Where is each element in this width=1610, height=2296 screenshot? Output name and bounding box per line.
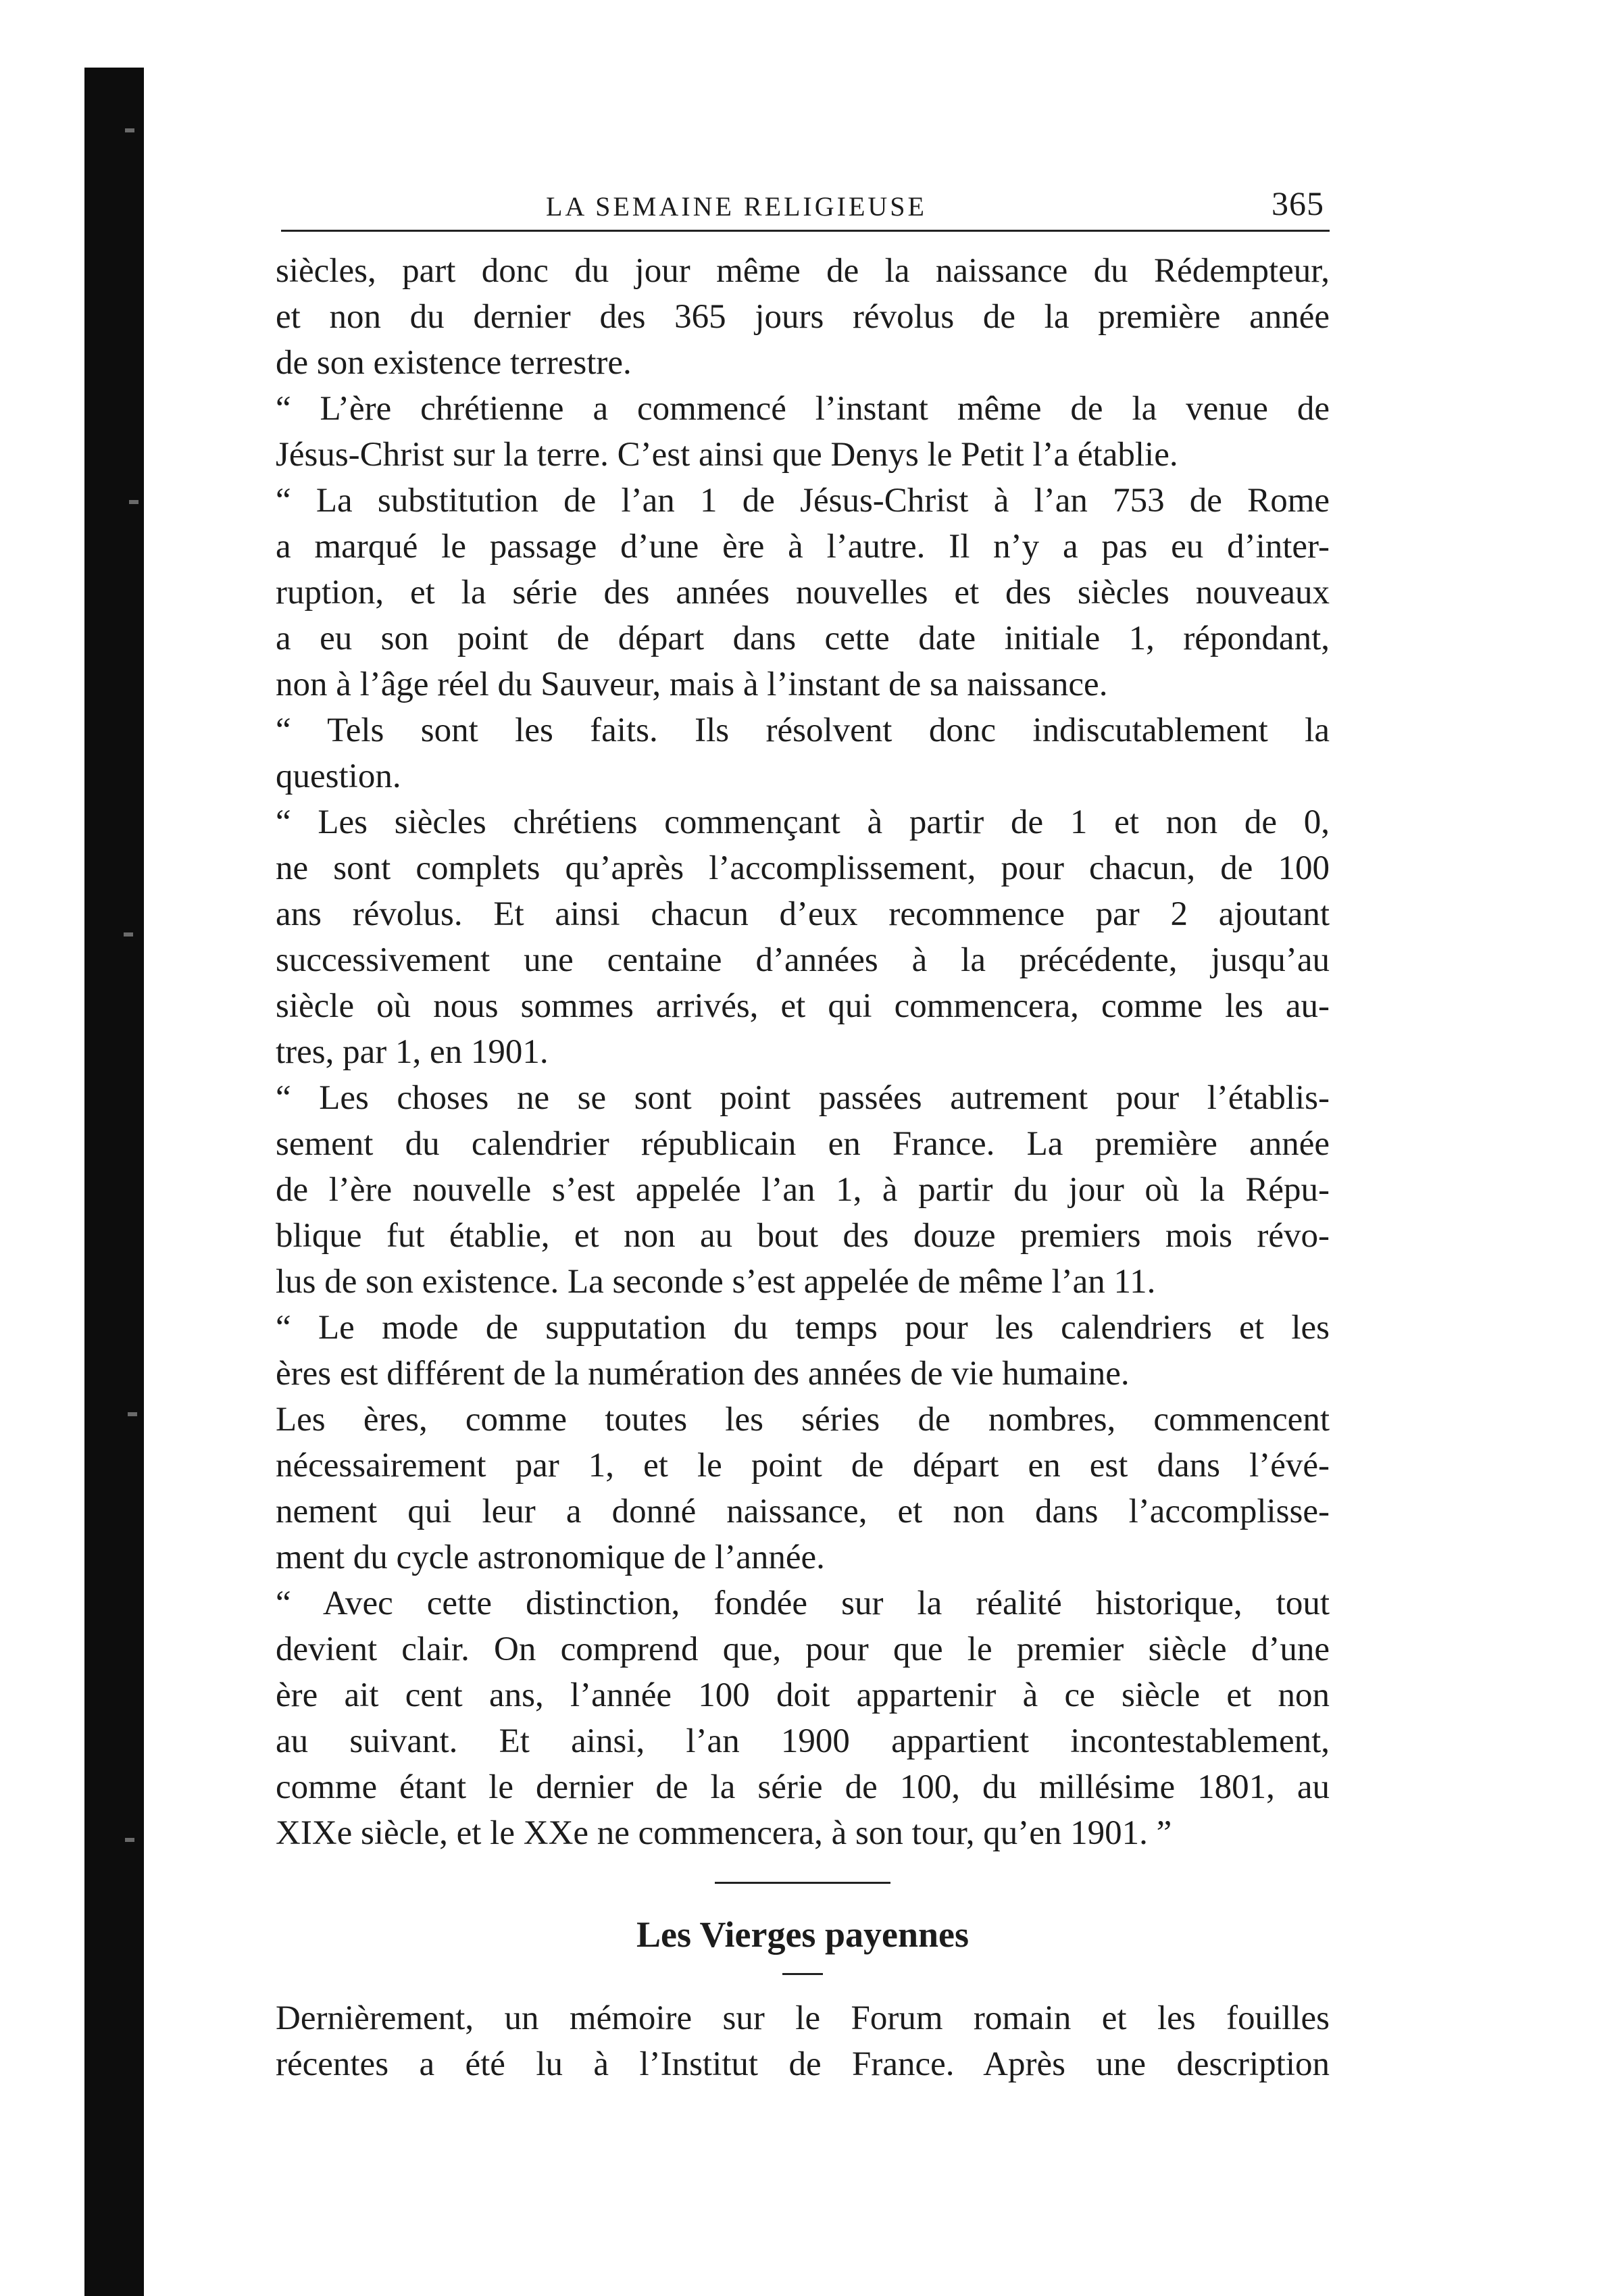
page-number: 365 bbox=[1272, 184, 1324, 222]
section-separator-rule bbox=[715, 1882, 890, 1884]
binding-edge bbox=[84, 68, 144, 2296]
text-line: comme étant le dernier de la série de 100, du millésime 1801, au bbox=[276, 1768, 1330, 1806]
text-line: ère ait cent ans, l’année 100 doit appartenir à ce siècle et non bbox=[276, 1676, 1330, 1714]
text-line: récentes a été lu à l’Institut de France. Après une description bbox=[276, 2045, 1330, 2083]
book-page bbox=[276, 182, 1330, 2087]
text-line: tres, par 1, en 1901. bbox=[276, 1033, 549, 1071]
text-line: ment du cycle astronomique de l’année. bbox=[276, 1539, 825, 1576]
text-line: question. bbox=[276, 757, 401, 795]
text-line: non à l’âge réel du Sauveur, mais à l’instant de sa naissance. bbox=[276, 666, 1108, 703]
body-text bbox=[276, 248, 1330, 1856]
text-line: “ L’ère chrétienne a commencé l’instant même de la venue de bbox=[276, 390, 1330, 428]
text-line: de l’ère nouvelle s’est appelée l’an 1, à partir du jour où la Répu- bbox=[276, 1171, 1330, 1209]
text-line: ruption, et la série des années nouvelles et des siècles nouveaux bbox=[276, 574, 1330, 612]
text-line: siècle où nous sommes arrivés, et qui commencera, comme les au- bbox=[276, 987, 1330, 1025]
paragraph bbox=[276, 1305, 1330, 1397]
paragraph bbox=[276, 799, 1330, 1075]
text-line: “ Les choses ne se sont point passées autrement pour l’établis- bbox=[276, 1079, 1330, 1117]
text-line: de son existence terrestre. bbox=[276, 344, 632, 382]
text-line: “ La substitution de l’an 1 de Jésus-Christ à l’an 753 de Rome bbox=[276, 482, 1330, 520]
running-title: LA SEMAINE RELIGIEUSE bbox=[546, 191, 927, 222]
section-body-text bbox=[276, 1995, 1330, 2087]
paragraph bbox=[276, 248, 1330, 386]
text-line: nécessairement par 1, et le point de départ en est dans l’évé- bbox=[276, 1447, 1330, 1484]
running-head bbox=[276, 182, 1330, 230]
section-title-rule bbox=[782, 1973, 823, 1975]
text-line: “ Les siècles chrétiens commençant à partir de 1 et non de 0, bbox=[276, 803, 1330, 841]
text-line: et non du dernier des 365 jours révolus de la première année bbox=[276, 298, 1330, 336]
paragraph bbox=[276, 707, 1330, 799]
text-line: sement du calendrier républicain en France. La première année bbox=[276, 1125, 1330, 1163]
text-line: au suivant. Et ainsi, l’an 1900 appartient incontestablement, bbox=[276, 1722, 1330, 1760]
text-line: a eu son point de départ dans cette date initiale 1, répondant, bbox=[276, 620, 1330, 657]
text-line: successivement une centaine d’années à la précédente, jusqu’au bbox=[276, 941, 1330, 979]
text-line: blique fut établie, et non au bout des douze premiers mois révo- bbox=[276, 1217, 1330, 1255]
text-line: “ Tels sont les faits. Ils résolvent donc indiscutablement la bbox=[276, 712, 1330, 749]
text-line: Les ères, comme toutes les séries de nombres, commencent bbox=[276, 1401, 1330, 1439]
paragraph bbox=[276, 386, 1330, 478]
text-line: “ Avec cette distinction, fondée sur la réalité historique, tout bbox=[276, 1584, 1330, 1622]
text-line: Jésus-Christ sur la terre. C’est ainsi que Denys le Petit l’a établie. bbox=[276, 436, 1178, 474]
text-line: devient clair. On comprend que, pour que le premier siècle d’une bbox=[276, 1630, 1330, 1668]
text-line: ans révolus. Et ainsi chacun d’eux recommence par 2 ajoutant bbox=[276, 895, 1330, 933]
text-line: siècles, part donc du jour même de la naissance du Rédempteur, bbox=[276, 252, 1330, 290]
text-line: ères est différent de la numération des années de vie humaine. bbox=[276, 1355, 1130, 1393]
text-line: lus de son existence. La seconde s’est appelée de même l’an 11. bbox=[276, 1263, 1156, 1301]
paragraph bbox=[276, 1580, 1330, 1856]
text-line: “ Le mode de supputation du temps pour les calendriers et les bbox=[276, 1309, 1330, 1347]
text-line: a marqué le passage d’une ère à l’autre. Il n’y a pas eu d’inter- bbox=[276, 528, 1330, 566]
section-title: Les Vierges payennes bbox=[636, 1914, 969, 1955]
header-rule bbox=[281, 230, 1330, 232]
paragraph bbox=[276, 1075, 1330, 1305]
text-line: Dernièrement, un mémoire sur le Forum romain et les fouilles bbox=[276, 1999, 1330, 2037]
text-line: nement qui leur a donné naissance, et non dans l’accomplisse- bbox=[276, 1493, 1330, 1530]
text-line: ne sont complets qu’après l’accomplissement, pour chacun, de 100 bbox=[276, 849, 1330, 887]
paragraph bbox=[276, 478, 1330, 707]
paragraph bbox=[276, 1397, 1330, 1580]
text-line: XIXe siècle, et le XXe ne commencera, à son tour, qu’en 1901. ” bbox=[276, 1814, 1172, 1852]
